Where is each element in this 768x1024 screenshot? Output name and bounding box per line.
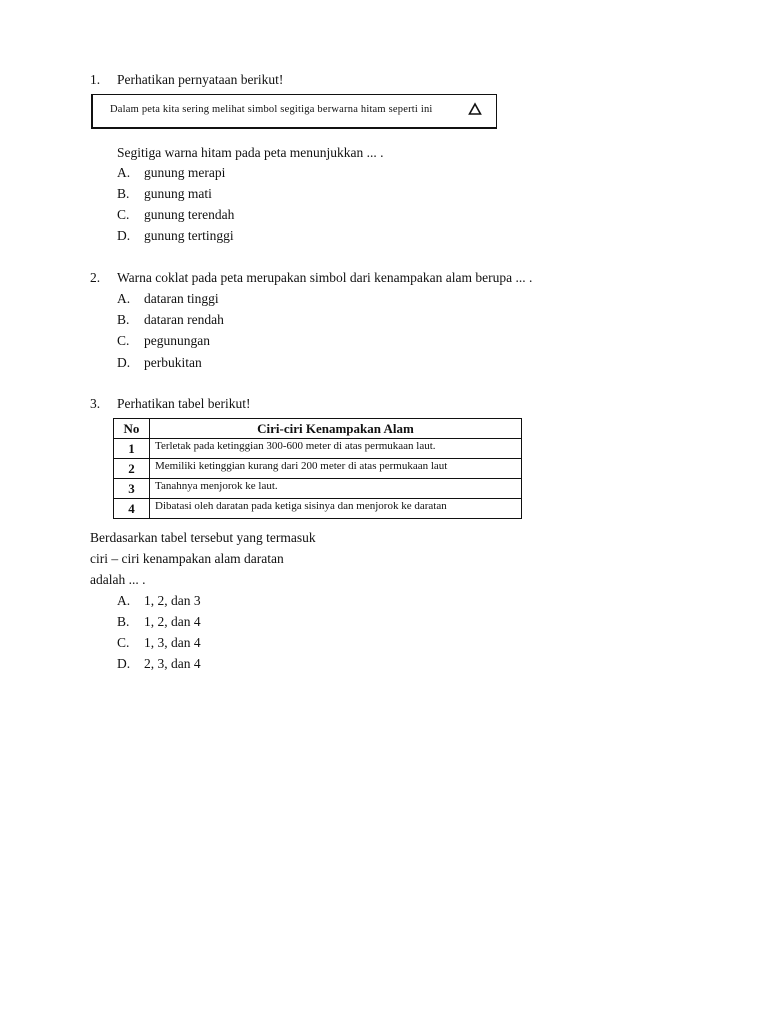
q1-option-b-letter: B. xyxy=(117,186,130,201)
table-cell-no: 4 xyxy=(114,499,150,519)
q3-prompt: Perhatikan tabel berikut! xyxy=(117,396,251,411)
q2-option-c: pegunungan xyxy=(144,333,210,348)
q1-number: 1. xyxy=(90,72,101,87)
q3-option-d-letter: D. xyxy=(117,656,131,671)
q2-option-b-letter: B. xyxy=(117,312,130,327)
q3-option-d: 2, 3, dan 4 xyxy=(144,656,201,671)
q1-option-a: gunung merapi xyxy=(144,165,226,180)
table-header-no: No xyxy=(114,419,150,439)
q1-statement-box xyxy=(91,94,497,129)
q2-option-d-letter: D. xyxy=(117,355,131,370)
q3-option-b: 1, 2, dan 4 xyxy=(144,614,201,629)
q1-question: Segitiga warna hitam pada peta menunjukkan ... . xyxy=(117,145,384,160)
table-cell-no: 2 xyxy=(114,459,150,479)
q1-statement-text: Dalam peta kita sering melihat simbol segitiga berwarna hitam seperti ini xyxy=(110,104,433,115)
q2-option-d: perbukitan xyxy=(144,355,202,370)
q2-option-c-letter: C. xyxy=(117,333,130,348)
q2-question: Warna coklat pada peta merupakan simbol dari kenampakan alam berupa ... . xyxy=(117,270,533,285)
triangle-outline-icon xyxy=(468,102,482,116)
table-cell-desc: Memiliki ketinggian kurang dari 200 meter di atas permukaan laut xyxy=(150,459,522,479)
q1-option-b: gunung mati xyxy=(144,186,212,201)
q1-option-d-letter: D. xyxy=(117,228,131,243)
table-row xyxy=(114,459,522,479)
q1-option-a-letter: A. xyxy=(117,165,131,180)
table-row xyxy=(114,479,522,499)
q3-option-a: 1, 2, dan 3 xyxy=(144,593,201,608)
q3-number: 3. xyxy=(90,396,101,411)
table-cell-desc: Tanahnya menjorok ke laut. xyxy=(150,479,522,499)
q2-number: 2. xyxy=(90,270,101,285)
table-cell-no: 3 xyxy=(114,479,150,499)
q1-prompt: Perhatikan pernyataan berikut! xyxy=(117,72,284,87)
q1-option-c-letter: C. xyxy=(117,207,130,222)
q3-question-line-1: Berdasarkan tabel tersebut yang termasuk xyxy=(90,530,316,545)
q1-option-c: gunung terendah xyxy=(144,207,235,222)
ciri-table xyxy=(113,418,522,519)
q2-option-b: dataran rendah xyxy=(144,312,224,327)
q3-option-b-letter: B. xyxy=(117,614,130,629)
q3-question-line-2: ciri – ciri kenampakan alam daratan xyxy=(90,551,284,566)
q1-option-d: gunung tertinggi xyxy=(144,228,234,243)
table-header-ciri: Ciri-ciri Kenampakan Alam xyxy=(150,419,522,439)
q3-option-c: 1, 3, dan 4 xyxy=(144,635,201,650)
q3-option-c-letter: C. xyxy=(117,635,130,650)
q2-option-a-letter: A. xyxy=(117,291,131,306)
q2-option-a: dataran tinggi xyxy=(144,291,219,306)
q3-option-a-letter: A. xyxy=(117,593,131,608)
table-cell-desc: Dibatasi oleh daratan pada ketiga sisinya dan menjorok ke daratan xyxy=(150,499,522,519)
table-row xyxy=(114,439,522,459)
table-cell-no: 1 xyxy=(114,439,150,459)
table-cell-desc: Terletak pada ketinggian 300-600 meter di atas permukaan laut. xyxy=(150,439,522,459)
table-header-row xyxy=(114,419,522,439)
table-row xyxy=(114,499,522,519)
q3-question-line-3: adalah ... . xyxy=(90,572,146,587)
